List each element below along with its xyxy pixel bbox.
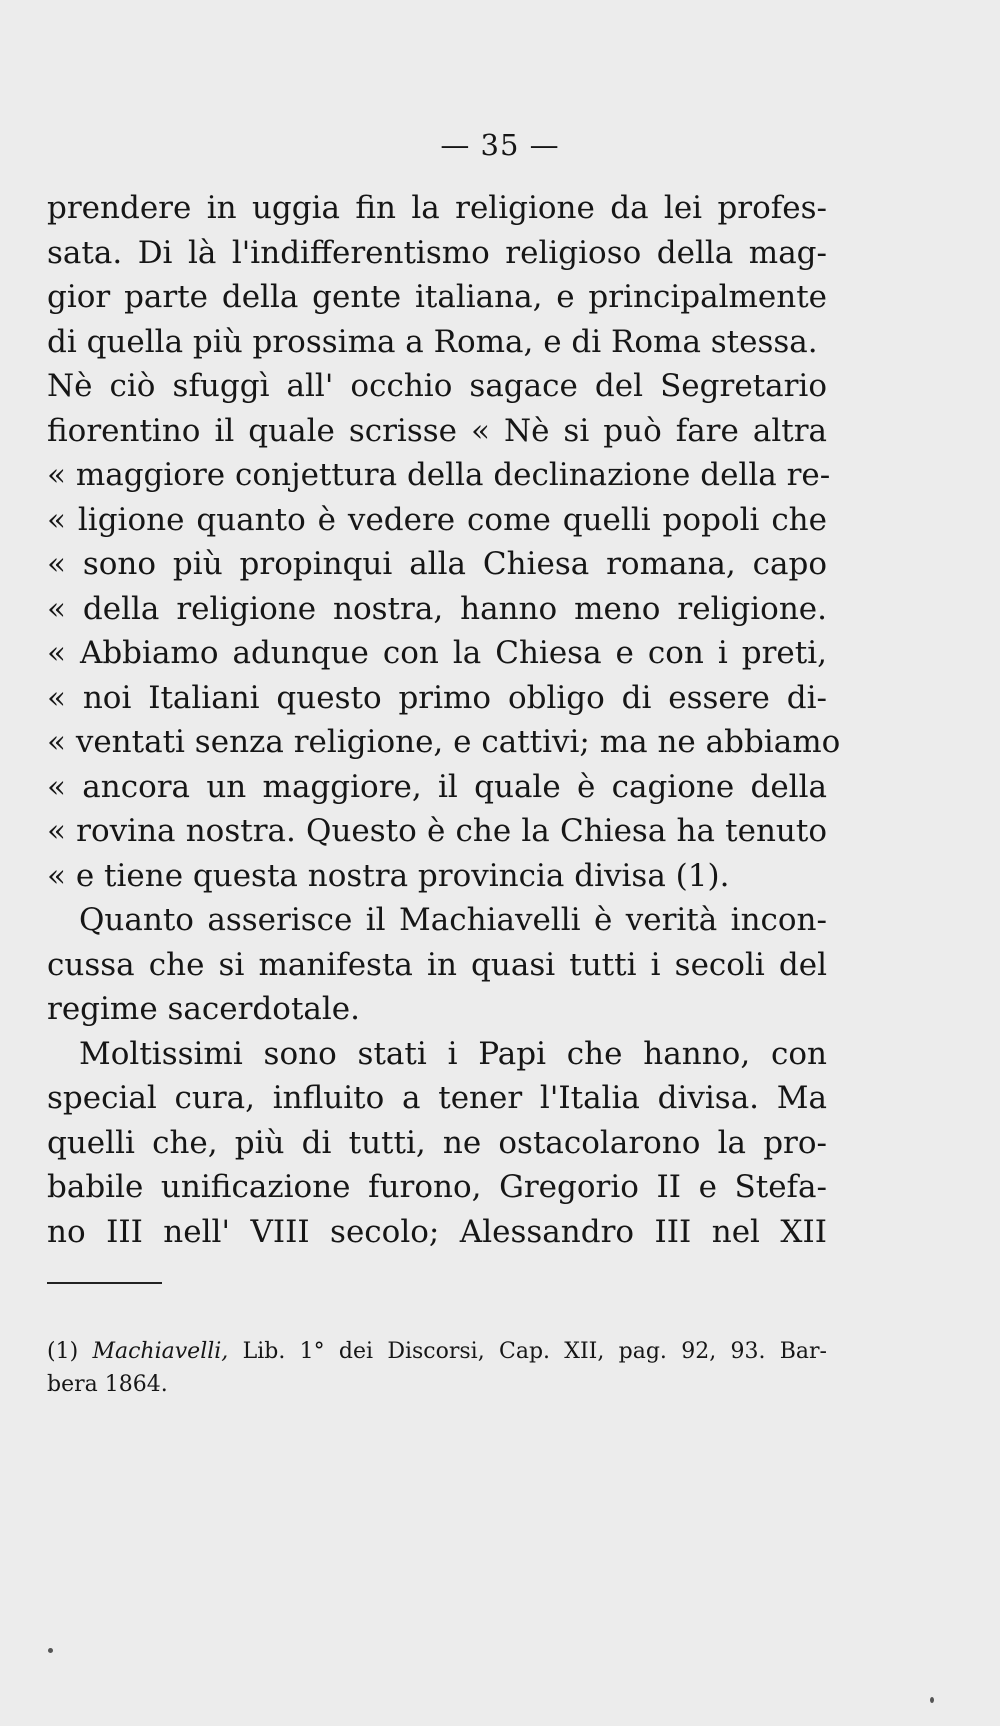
text-line: « Abbiamo adunque con la Chiesa e con i preti, bbox=[47, 635, 827, 671]
paper-speck bbox=[48, 1648, 53, 1653]
footnote bbox=[47, 1335, 827, 1401]
footnote-author: Machiavelli, bbox=[92, 1339, 229, 1364]
text-line: « ligione quanto è vedere come quelli popoli che bbox=[47, 501, 827, 538]
text-line: fiorentino il quale scrisse « Nè si può fare altra bbox=[47, 412, 827, 449]
footnote-citation: Lib. 1° dei Discorsi, Cap. XII, pag. 92, 93. Bar- bbox=[242, 1339, 827, 1364]
text-line: « della religione nostra, hanno meno religione. bbox=[47, 590, 827, 627]
text-line: sata. Di là l'indifferentismo religioso della mag- bbox=[47, 234, 827, 271]
text-line: special cura, influito a tener l'Italia divisa. Ma bbox=[47, 1080, 827, 1116]
footnote-marker: (1) bbox=[47, 1339, 79, 1364]
text-line: « ventati senza religione, e cattivi; ma ne abbiamo bbox=[47, 724, 841, 760]
text-line: no III nell' VIII secolo; Alessandro III nel XII bbox=[47, 1213, 827, 1250]
text-line: babile unificazione furono, Gregorio II e Stefa- bbox=[47, 1169, 827, 1205]
footnote-divider bbox=[47, 1282, 162, 1284]
text-line: « rovina nostra. Questo è che la Chiesa ha tenuto bbox=[47, 813, 827, 849]
text-line: prendere in uggia fin la religione da lei profes- bbox=[47, 190, 827, 226]
body-text bbox=[47, 186, 841, 1254]
text-line: di quella più prossima a Roma, e di Roma stessa. bbox=[47, 323, 818, 360]
text-line: « e tiene questa nostra provincia divisa (1). bbox=[47, 857, 730, 894]
footnote-line bbox=[47, 1335, 827, 1368]
text-line: gior parte della gente italiana, e principalmente bbox=[47, 279, 827, 315]
text-line: « ancora un maggiore, il quale è cagione della bbox=[47, 768, 827, 805]
text-line: Moltissimi sono stati i Papi che hanno, con bbox=[79, 1035, 827, 1072]
text-line: « sono più propinqui alla Chiesa romana, capo bbox=[47, 546, 827, 582]
footnote-line: bera 1864. bbox=[47, 1372, 168, 1397]
text-line: « maggiore conjettura della declinazione della re- bbox=[47, 457, 831, 493]
paper-speck bbox=[930, 1697, 934, 1703]
text-line: « noi Italiani questo primo obligo di essere di- bbox=[47, 679, 827, 716]
page-number: — 35 — bbox=[440, 128, 560, 162]
text-line: Nè ciò sfuggì all' occhio sagace del Segretario bbox=[47, 368, 827, 404]
text-line: cussa che si manifesta in quasi tutti i secoli del bbox=[47, 946, 827, 983]
text-line: regime sacerdotale. bbox=[47, 991, 360, 1027]
text-line: quelli che, più di tutti, ne ostacolarono la pro- bbox=[47, 1124, 827, 1161]
text-line: Quanto asserisce il Machiavelli è verità incon- bbox=[79, 902, 827, 938]
